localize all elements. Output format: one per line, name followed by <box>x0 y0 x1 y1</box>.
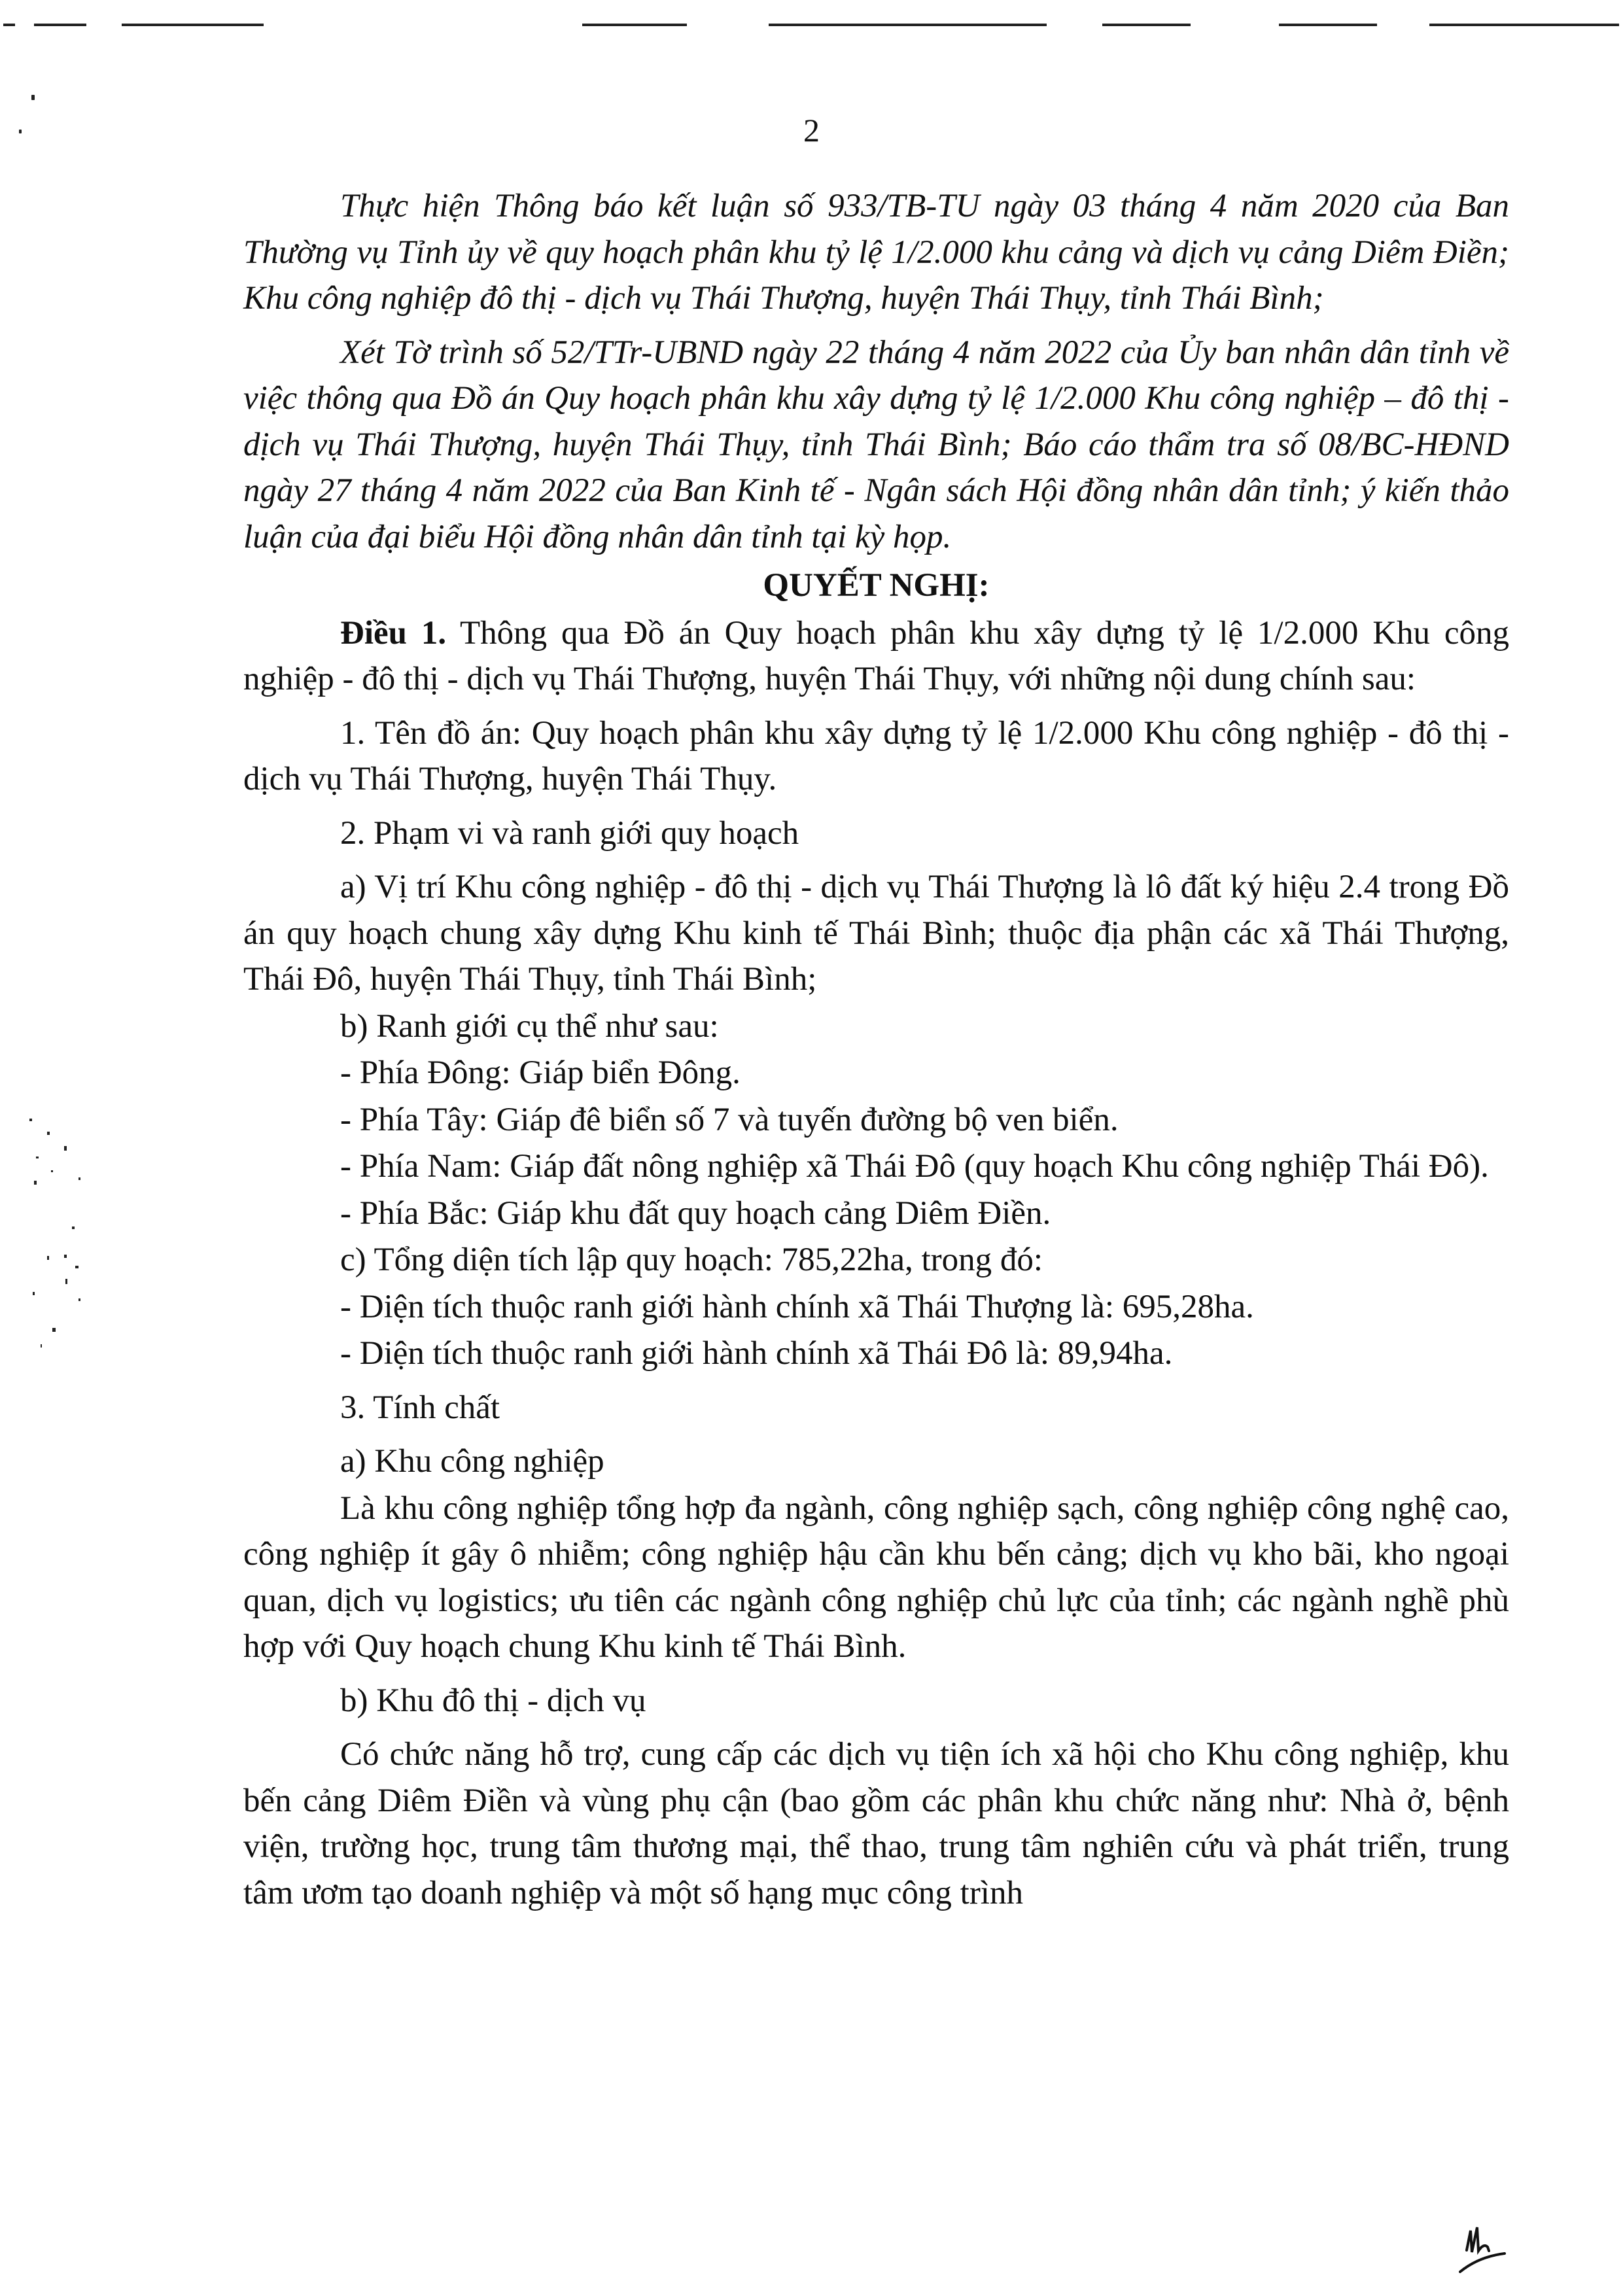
area-thai-thuong: - Diện tích thuộc ranh giới hành chính xã Thái Thượng là: 695,28ha. <box>340 1288 1254 1325</box>
initials-signature-icon <box>1459 2221 1518 2273</box>
scan-artifact-line <box>1102 24 1191 26</box>
item-project-name: 1. Tên đồ án: Quy hoạch phân khu xây dựng tỷ lệ 1/2.000 Khu công nghiệp - đô thị - dịch vụ Thái Thượng, huyện Thái Thụy. <box>243 714 1509 797</box>
urban-zone-title: b) Khu đô thị - dịch vụ <box>340 1682 646 1719</box>
boundary-south: - Phía Nam: Giáp đất nông nghiệp xã Thái Đô (quy hoạch Khu công nghiệp Thái Đô). <box>340 1148 1489 1185</box>
page-number: 2 <box>803 112 820 148</box>
boundary-north: - Phía Bắc: Giáp khu đất quy hoạch cảng Diêm Điền. <box>340 1194 1051 1232</box>
preamble-paragraph: Thực hiện Thông báo kết luận số 933/TB-TU ngày 03 tháng 4 năm 2020 của Ban Thường vụ Tỉnh ủy về quy hoạch phân khu tỷ lệ 1/2.000 khu cảng và dịch vụ cảng Diêm Điền; Khu công nghiệp đô thị - dịch vụ Thái Thượng, huyện Thái Thụy, tỉnh Thái Bình; <box>243 188 1509 317</box>
article-1 <box>243 610 1509 703</box>
urban-zone-text: Có chức năng hỗ trợ, cung cấp các dịch vụ tiện ích xã hội cho Khu công nghiệp, khu bến cảng Diêm Điền và vùng phụ cận (bao gồm các phân khu chức năng như: Nhà ở, bệnh viện, trường học, trung tâm thương mại, thể thao, trung tâm nghiên cứu và phát triển, trung tâm ươm tạo doanh nghiệp và một số hạng mục công trình <box>243 1736 1509 1911</box>
document-body <box>243 183 1509 1917</box>
item-scope-location: a) Vị trí Khu công nghiệp - đô thị - dịch vụ Thái Thượng là lô đất ký hiệu 2.4 trong Đồ án quy hoạch chung xây dựng Khu kinh tế Thái Bình; thuộc địa phận các xã Thái Thượng, Thái Đô, huyện Thái Thụy, tỉnh Thái Bình; <box>243 869 1509 998</box>
scan-artifact-line <box>34 24 86 26</box>
boundary-west: - Phía Tây: Giáp đê biển số 7 và tuyến đường bộ ven biển. <box>340 1101 1119 1138</box>
resolution-heading: QUYẾT NGHỊ: <box>763 567 990 604</box>
preamble-paragraph: Xét Tờ trình số 52/TTr-UBND ngày 22 tháng 4 năm 2022 của Ủy ban nhân dân tỉnh về việc thông qua Đồ án Quy hoạch phân khu xây dựng tỷ lệ 1/2.000 Khu công nghiệp – đô thị - dịch vụ Thái Thượng, huyện Thái Thụy, tỉnh Thái Bình; Báo cáo thẩm tra số 08/BC-HĐND ngày 27 tháng 4 năm 2022 của Ban Kinh tế - Ngân sách Hội đồng nhân dân tỉnh; ý kiến thảo luận của đại biểu Hội đồng nhân dân tỉnh tại kỳ họp. <box>243 334 1509 555</box>
item-nature-title: 3. Tính chất <box>340 1389 500 1426</box>
item-scope-boundary: b) Ranh giới cụ thể như sau: <box>340 1007 719 1045</box>
scan-artifact-line <box>582 24 687 26</box>
scan-artifact-line <box>1429 24 1619 26</box>
article-1-label: Điều 1. <box>340 614 447 652</box>
industrial-zone-text: Là khu công nghiệp tổng hợp đa ngành, công nghiệp sạch, công nghiệp công nghệ cao, công nghiệp ít gây ô nhiễm; công nghiệp hậu cần khu bến cảng; dịch vụ kho bãi, kho ngoại quan, dịch vụ logistics; ưu tiên các ngành công nghiệp chủ lực của tỉnh; các ngành nghề phù hợp với Quy hoạch chung Khu kinh tế Thái Bình. <box>243 1489 1509 1665</box>
item-scope-title: 2. Phạm vi và ranh giới quy hoạch <box>340 814 799 852</box>
scan-speck <box>31 95 35 100</box>
scan-artifact-line <box>3 24 15 26</box>
scan-artifact-line <box>769 24 1047 26</box>
industrial-zone-title: a) Khu công nghiệp <box>340 1443 604 1480</box>
article-1-text: Thông qua Đồ án Quy hoạch phân khu xây dựng tỷ lệ 1/2.000 Khu công nghiệp - đô thị - dịch vụ Thái Thượng, huyện Thái Thụy, với những nội dung chính sau: <box>243 614 1510 697</box>
boundary-east: - Phía Đông: Giáp biển Đông. <box>340 1054 741 1091</box>
scan-dust <box>13 1112 85 1348</box>
area-thai-do: - Diện tích thuộc ranh giới hành chính xã Thái Đô là: 89,94ha. <box>340 1335 1173 1372</box>
area-total: c) Tổng diện tích lập quy hoạch: 785,22ha, trong đó: <box>340 1242 1043 1278</box>
scan-artifact-line <box>159 24 264 26</box>
scan-artifact-line <box>1279 24 1377 26</box>
